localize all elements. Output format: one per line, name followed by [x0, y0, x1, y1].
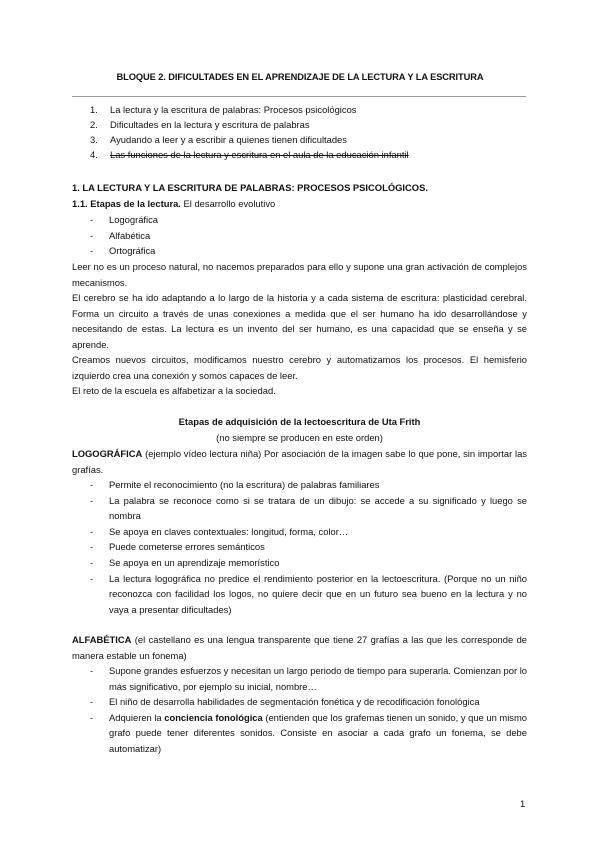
- title-divider: [72, 96, 526, 97]
- list-item: - El niño de desarrolla habilidades de segmentación fonética y de recodificación fonológica: [72, 694, 527, 710]
- list-item: [72, 710, 527, 757]
- list-item-text: Adquieren la: [109, 711, 165, 723]
- logografica-list: [72, 477, 527, 617]
- list-item: - La palabra se reconoce como si se tratara de un dibujo: se accede a su significado y luego se nombra: [72, 493, 527, 524]
- stages-list: [72, 212, 527, 259]
- toc-item: [90, 132, 409, 147]
- logografica-label: LOGOGRÁFICA: [72, 448, 143, 459]
- subsection-subtitle: El desarrollo evolutivo: [180, 198, 276, 209]
- list-item: - Ortográfica: [72, 243, 527, 259]
- toc-text: Ayudando a leer y a escribir a quienes tienen dificultades: [110, 134, 347, 145]
- page-title: BLOQUE 2. DIFICULTADES EN EL APRENDIZAJE DE LA LECTURA Y LA ESCRITURA: [116, 72, 484, 82]
- subsection-heading: [72, 196, 527, 212]
- logografica-text: (ejemplo vídeo lectura niña) Por asociación de la imagen sabe lo que pone, sin importar las grafías.: [72, 448, 527, 475]
- paragraph: El cerebro se ha ido adaptando a lo largo de la historia y a cada sistema de escritura: plasticidad cerebral. Forma un circuito a través de unas conexiones a medida que el ser humano ha ido desarrollándose y necesitando de estas. La lectura es un invento del ser humano, es una capacidad que se enseña y se aprende.: [72, 292, 527, 350]
- frith-title: Etapas de adquisición de la lectoescritura de Uta Frith: [178, 416, 421, 427]
- logografica-intro: [72, 446, 527, 477]
- list-item: - Logográfica: [72, 212, 527, 228]
- paragraph: Creamos nuevos circuitos, modificamos nuestro cerebro y automatizamos los procesos. El hemisferio izquierdo crea una conexión y somos capaces de leer.: [72, 354, 527, 381]
- toc-number: 3.: [90, 134, 98, 145]
- list-item: - Supone grandes esfuerzos y necesitan un largo periodo de tiempo para superarla. Comienzan por lo más significativo, por ejemplo su inicial, nombre…: [72, 663, 527, 694]
- list-item: - Permite el reconocimiento (no la escritura) de palabras familiares: [72, 477, 527, 493]
- toc-text: La lectura y la escritura de palabras: Procesos psicológicos: [110, 104, 357, 115]
- table-of-contents: [90, 102, 409, 162]
- list-item: - Alfabética: [72, 228, 527, 244]
- toc-item: [90, 117, 409, 132]
- list-item: - Se apoya en claves contextuales: longitud, forma, color…: [72, 524, 527, 540]
- frith-subtitle: (no siempre se producen en este orden): [216, 432, 383, 443]
- list-item-text: (entienden que los grafemas tienen un sonido, y que un mismo grafo puede tener diferentes sonidos. Consiste en asociar a cada grafo un fonema, se debe automatizar): [109, 711, 527, 754]
- paragraph: El reto de la escuela es alfabetizar a la sociedad.: [72, 385, 276, 396]
- toc-item: [90, 102, 409, 117]
- toc-text: Dificultades en la lectura y escritura de palabras: [110, 119, 310, 130]
- alfabetica-list: [72, 663, 527, 757]
- list-item: - Se apoya en un aprendizaje memorístico: [72, 555, 527, 571]
- key-term: conciencia fonológica: [164, 711, 263, 723]
- toc-item-struck: [90, 147, 409, 162]
- list-item: - La lectura logográfica no predice el rendimiento posterior en la lectoescritura. (Porque no un niño reconozca con facilidad los logos, no quiere decir que en un futuro sea bueno en la lectura y no vaya a presentar dificultades): [72, 571, 527, 618]
- toc-number: 4.: [90, 149, 98, 160]
- paragraph: Leer no es un proceso natural, no nacemos preparados para ello y supone una gran activación de complejos mecanismos.: [72, 261, 527, 288]
- page-number: 1: [520, 798, 526, 809]
- toc-number: 1.: [90, 104, 98, 115]
- toc-number: 2.: [90, 119, 98, 130]
- subsection-title: 1.1. Etapas de la lectura.: [72, 198, 181, 209]
- alfabetica-label: ALFABÉTICA: [72, 634, 132, 645]
- alfabetica-intro: [72, 632, 527, 663]
- alfabetica-text: (el castellano es una lengua transparente que tiene 27 grafías a las que les corresponde de manera estable un fonema): [72, 634, 527, 661]
- toc-text: Las funciones de la lectura y escritura en el aula de la educación infantil: [110, 149, 409, 160]
- list-item: - Puede cometerse errores semánticos: [72, 539, 527, 555]
- section-heading: 1. LA LECTURA Y LA ESCRITURA DE PALABRAS: PROCESOS PSICOLÓGICOS.: [72, 182, 428, 193]
